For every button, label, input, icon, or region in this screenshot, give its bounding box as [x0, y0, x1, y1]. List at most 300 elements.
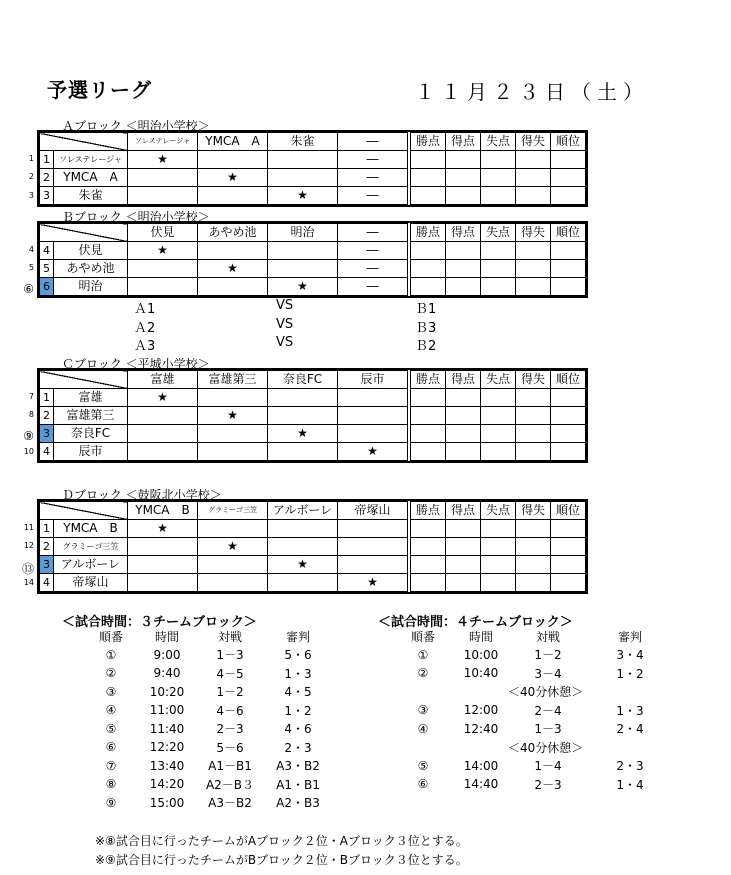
- team-row: [40, 389, 586, 407]
- match-cell: [268, 151, 338, 169]
- star-mark: ★: [198, 169, 268, 187]
- schedule-row: [85, 664, 333, 683]
- header-row: [40, 224, 586, 242]
- stat-header: 得失: [516, 224, 551, 242]
- schedule-header: 対戦: [535, 629, 560, 644]
- stat-cell: [481, 574, 516, 592]
- stat-cell: [411, 556, 446, 574]
- row-number: 5: [28, 263, 34, 272]
- schedule-header: 審判: [617, 629, 642, 644]
- match-referee: 5・6: [284, 648, 312, 663]
- star-mark: ★: [128, 389, 198, 407]
- stat-cell: [516, 169, 551, 187]
- team-index: 4: [40, 242, 54, 260]
- stat-cell: [446, 260, 481, 278]
- stat-cell: [551, 278, 586, 296]
- star-mark: ★: [268, 556, 338, 574]
- diagonal-cell: [40, 502, 128, 520]
- stat-cell: [446, 574, 481, 592]
- schedule-row: [85, 738, 333, 757]
- stat-header: 勝点: [411, 224, 446, 242]
- stat-cell: [551, 260, 586, 278]
- match-cell: [268, 538, 338, 556]
- stat-cell: [481, 242, 516, 260]
- stat-cell: [481, 278, 516, 296]
- match-time: 11:00: [149, 703, 185, 718]
- row-number: ⑨: [23, 428, 34, 443]
- opponent-header: 富雄第三: [198, 371, 268, 389]
- stat-cell: [481, 520, 516, 538]
- opponent-header: 朱雀: [268, 133, 338, 151]
- stat-cell: [446, 425, 481, 443]
- opponent-header: あやめ池: [198, 224, 268, 242]
- schedule-row: [85, 646, 333, 665]
- match-pairing: A1－B1: [208, 759, 252, 774]
- match-referee: 4・5: [284, 685, 312, 700]
- match-time: 10:40: [463, 666, 499, 681]
- match-cell: [198, 389, 268, 407]
- row-number: 11: [23, 522, 34, 532]
- diagonal-cell: [40, 133, 128, 151]
- match-cell: ―: [338, 242, 408, 260]
- stat-cell: [446, 407, 481, 425]
- row-number: 4: [28, 244, 34, 254]
- match-order: ⑥: [105, 740, 117, 755]
- match-order: ⑦: [105, 758, 117, 773]
- schedule-header: 順番: [98, 629, 123, 644]
- stat-header: 失点: [481, 224, 516, 242]
- team-name: YMCA A: [54, 169, 128, 187]
- team-index: 3: [40, 556, 54, 574]
- stat-cell: [446, 389, 481, 407]
- star-mark: ★: [198, 260, 268, 278]
- stat-header: 順位: [551, 371, 586, 389]
- stat-cell: [516, 278, 551, 296]
- stat-cell: [551, 407, 586, 425]
- stat-cell: [446, 151, 481, 169]
- cross-team-b: Ｂ1: [415, 302, 437, 317]
- stat-cell: [481, 407, 516, 425]
- match-cell: [198, 520, 268, 538]
- team-name: YMCA B: [54, 520, 128, 538]
- stat-cell: [551, 556, 586, 574]
- team-row: [40, 538, 586, 556]
- match-time: 12:20: [149, 740, 185, 755]
- row-number: 7: [28, 391, 34, 401]
- team-index: 1: [40, 389, 54, 407]
- team-index: 1: [40, 520, 54, 538]
- schedule-row: [85, 775, 333, 794]
- schedule-row: [392, 664, 672, 683]
- match-order: ①: [417, 647, 429, 662]
- schedule-header-row: [392, 627, 672, 646]
- cross-team-a: Ａ1: [134, 302, 156, 317]
- stat-cell: [411, 425, 446, 443]
- team-name: 明治: [54, 278, 128, 296]
- match-time: 14:00: [463, 758, 499, 773]
- match-cell: [198, 443, 268, 461]
- team-row: [40, 443, 586, 461]
- schedule-row: [392, 683, 672, 702]
- match-referee: 2・4: [616, 722, 644, 737]
- match-time: 11:40: [149, 721, 185, 736]
- cross-vs: VS: [276, 298, 294, 313]
- match-referee: 1・2: [284, 703, 312, 718]
- match-order: ⑧: [105, 777, 117, 792]
- schedule-row: [85, 683, 333, 702]
- stat-cell: [516, 425, 551, 443]
- team-index: 2: [40, 538, 54, 556]
- stat-cell: [551, 520, 586, 538]
- match-order: ⑨: [105, 795, 117, 810]
- stat-cell: [481, 538, 516, 556]
- schedule-row: [392, 738, 672, 757]
- stat-header: 得点: [446, 371, 481, 389]
- match-cell: [128, 187, 198, 205]
- match-time: 14:20: [149, 777, 185, 792]
- diagonal-cell: [40, 224, 128, 242]
- schedule-row: [392, 701, 672, 720]
- schedule-empty: [392, 683, 454, 702]
- stat-cell: [551, 538, 586, 556]
- team-name: グラミーゴ三笠: [54, 538, 128, 556]
- match-cell: [268, 443, 338, 461]
- match-time: 15:00: [149, 795, 185, 810]
- cross-team-a: Ａ3: [134, 339, 156, 354]
- match-pairing: 2－3: [534, 777, 562, 792]
- block-label: Ａブロック ＜明治小学校＞: [62, 119, 210, 133]
- match-cell: [338, 556, 408, 574]
- match-cell: [268, 260, 338, 278]
- match-cell: ―: [338, 278, 408, 296]
- stat-cell: [411, 187, 446, 205]
- stat-cell: [516, 260, 551, 278]
- match-cell: [128, 278, 198, 296]
- stat-header: 勝点: [411, 502, 446, 520]
- note-match-8: ※⑧試合目に行ったチームがAブロック２位・Aブロック３位とする。: [95, 834, 468, 848]
- diagonal-cell: [40, 371, 128, 389]
- stat-cell: [516, 574, 551, 592]
- stat-cell: [411, 169, 446, 187]
- cross-vs: VS: [276, 316, 294, 332]
- team-row: [40, 260, 586, 278]
- match-cell: [268, 574, 338, 592]
- stat-cell: [551, 443, 586, 461]
- schedule-header: 審判: [285, 629, 310, 644]
- match-pairing: 2－3: [216, 722, 244, 737]
- row-number: 3: [28, 190, 34, 200]
- match-cell: [198, 425, 268, 443]
- stat-cell: [516, 151, 551, 169]
- schedule-row: [85, 701, 333, 720]
- match-order: ②: [417, 666, 429, 681]
- match-cell: [128, 556, 198, 574]
- stat-cell: [516, 242, 551, 260]
- stat-cell: [411, 407, 446, 425]
- stat-cell: [411, 260, 446, 278]
- stat-header: 得点: [446, 224, 481, 242]
- match-order: ⑥: [417, 777, 429, 792]
- match-referee: A3・B2: [276, 759, 320, 774]
- team-name: 伏見: [54, 242, 128, 260]
- stat-header: 順位: [551, 502, 586, 520]
- match-pairing: 1－3: [216, 648, 244, 663]
- star-mark: ★: [128, 151, 198, 169]
- row-number: 14: [23, 578, 34, 587]
- stat-cell: [551, 425, 586, 443]
- stat-cell: [516, 407, 551, 425]
- block-label: Ｃブロック ＜平城小学校＞: [62, 357, 210, 371]
- schedule-header: 時間: [154, 629, 179, 644]
- match-order: ④: [105, 703, 117, 718]
- row-number: ⑥: [23, 281, 34, 296]
- opponent-header: グラミーゴ三笠: [198, 502, 268, 520]
- team-name: 朱雀: [54, 187, 128, 205]
- team-row: [40, 242, 586, 260]
- team-index: 2: [40, 169, 54, 187]
- match-referee: A2・B3: [276, 796, 320, 811]
- opponent-header: ソレステレージャ: [128, 133, 198, 151]
- match-pairing: 2－4: [534, 703, 562, 718]
- opponent-header: 明治: [268, 224, 338, 242]
- row-number: 10: [23, 447, 34, 456]
- match-time: 9:40: [153, 666, 181, 681]
- team-row: [40, 574, 586, 592]
- header-row: [40, 133, 586, 151]
- stat-cell: [411, 278, 446, 296]
- match-cell: [338, 538, 408, 556]
- stat-cell: [516, 389, 551, 407]
- stat-cell: [516, 187, 551, 205]
- stat-cell: [411, 151, 446, 169]
- stat-header: 順位: [551, 133, 586, 151]
- stat-cell: [446, 520, 481, 538]
- match-cell: [338, 407, 408, 425]
- stat-cell: [411, 389, 446, 407]
- team-name: 帝塚山: [54, 574, 128, 592]
- match-time: 12:40: [463, 721, 499, 736]
- team-name: あやめ池: [54, 260, 128, 278]
- schedule-empty: [392, 738, 454, 757]
- stat-cell: [446, 169, 481, 187]
- match-pairing: 1－3: [534, 722, 562, 737]
- cross-team-b: Ｂ2: [415, 339, 437, 354]
- stat-header: 勝点: [411, 133, 446, 151]
- match-time: 13:40: [149, 758, 185, 773]
- schedule-header-row: [85, 627, 333, 646]
- opponent-header: 帝塚山: [338, 502, 408, 520]
- match-referee: 2・3: [284, 740, 312, 755]
- stat-cell: [481, 169, 516, 187]
- stat-header: 失点: [481, 133, 516, 151]
- match-order: ①: [105, 647, 117, 662]
- stat-cell: [481, 425, 516, 443]
- match-cell: [338, 425, 408, 443]
- schedule-4team-title: ＜試合時間：４チームブロック＞: [378, 615, 573, 630]
- team-index: 5: [40, 260, 54, 278]
- match-referee: 3・4: [616, 648, 644, 663]
- team-row: [40, 187, 586, 205]
- schedule-3team-table: [85, 627, 333, 812]
- schedule-row: [392, 775, 672, 794]
- stat-cell: [516, 538, 551, 556]
- star-mark: ★: [268, 425, 338, 443]
- stat-cell: [446, 242, 481, 260]
- schedule-row: [85, 757, 333, 776]
- match-cell: [268, 242, 338, 260]
- schedule-row: [392, 757, 672, 776]
- break-label: ＜40分休憩＞: [508, 685, 584, 700]
- team-name: ソレステレージャ: [54, 151, 128, 169]
- match-order: ②: [105, 666, 117, 681]
- stat-cell: [446, 278, 481, 296]
- match-cell: [128, 443, 198, 461]
- match-cell: [338, 389, 408, 407]
- match-order: ④: [417, 721, 429, 736]
- stat-cell: [446, 538, 481, 556]
- match-referee: 1・3: [284, 666, 312, 681]
- match-cell: [198, 278, 268, 296]
- match-cell: [198, 151, 268, 169]
- stat-cell: [411, 443, 446, 461]
- opponent-header: YMCA B: [128, 502, 198, 520]
- star-mark: ★: [128, 520, 198, 538]
- block-table: [39, 223, 586, 296]
- stat-cell: [446, 187, 481, 205]
- schedule-empty: [454, 738, 508, 757]
- match-time: 10:00: [463, 647, 499, 662]
- schedule-row: [392, 646, 672, 665]
- opponent-header: 富雄: [128, 371, 198, 389]
- cross-team-a: Ａ2: [134, 320, 156, 336]
- schedule-3team-title: ＜試合時間：３チームブロック＞: [62, 615, 257, 630]
- stat-cell: [411, 538, 446, 556]
- stat-cell: [551, 389, 586, 407]
- stat-cell: [551, 169, 586, 187]
- block-label: Ｄブロック ＜鼓阪北小学校＞: [62, 488, 222, 502]
- match-pairing: 5－6: [216, 740, 244, 755]
- star-mark: ★: [128, 242, 198, 260]
- stat-cell: [411, 242, 446, 260]
- break-label: ＜40分休憩＞: [508, 740, 584, 755]
- team-row: [40, 169, 586, 187]
- match-time: 12:00: [463, 703, 499, 718]
- match-pairing: 1－2: [216, 685, 244, 700]
- star-mark: ★: [338, 443, 408, 461]
- match-cell: [128, 169, 198, 187]
- page-title: 予選リーグ: [47, 78, 152, 102]
- match-cell: [268, 407, 338, 425]
- match-cell: [198, 242, 268, 260]
- block-table: [39, 501, 586, 592]
- match-cell: [128, 574, 198, 592]
- stat-header: 得失: [516, 502, 551, 520]
- note-match-9: ※⑨試合目に行ったチームがBブロック２位・Bブロック３位とする。: [95, 853, 468, 867]
- stat-cell: [551, 242, 586, 260]
- row-number: 2: [28, 172, 34, 181]
- match-cell: [198, 574, 268, 592]
- star-mark: ★: [198, 538, 268, 556]
- star-mark: ★: [338, 574, 408, 592]
- header-row: [40, 371, 586, 389]
- block-table: [39, 370, 586, 461]
- match-cell: [128, 538, 198, 556]
- team-index: 6: [40, 278, 54, 296]
- stat-cell: [481, 443, 516, 461]
- event-date: １１月２３日（土）: [415, 80, 649, 104]
- match-pairing: 4－6: [216, 703, 244, 718]
- team-row: [40, 556, 586, 574]
- stat-cell: [481, 187, 516, 205]
- team-name: 富雄第三: [54, 407, 128, 425]
- match-cell: [268, 520, 338, 538]
- stat-cell: [516, 443, 551, 461]
- match-cell: [198, 556, 268, 574]
- stat-cell: [446, 556, 481, 574]
- match-cell: ―: [338, 151, 408, 169]
- match-pairing: 1－4: [534, 759, 562, 774]
- star-mark: ★: [268, 278, 338, 296]
- opponent-header: YMCA A: [198, 133, 268, 151]
- match-cell: [338, 520, 408, 538]
- stat-cell: [516, 520, 551, 538]
- match-time: 10:20: [149, 684, 185, 699]
- team-row: [40, 425, 586, 443]
- stat-cell: [481, 260, 516, 278]
- team-index: 3: [40, 187, 54, 205]
- stat-cell: [481, 151, 516, 169]
- stat-cell: [551, 187, 586, 205]
- team-index: 4: [40, 443, 54, 461]
- stat-cell: [481, 389, 516, 407]
- match-pairing: 3－4: [534, 666, 562, 681]
- team-row: [40, 407, 586, 425]
- team-row: [40, 278, 586, 296]
- match-order: ③: [105, 684, 117, 699]
- match-cell: [268, 389, 338, 407]
- team-index: 2: [40, 407, 54, 425]
- team-index: 1: [40, 151, 54, 169]
- stat-header: 得点: [446, 133, 481, 151]
- stat-header: 得点: [446, 502, 481, 520]
- match-pairing: 4－5: [216, 666, 244, 681]
- stat-cell: [411, 574, 446, 592]
- stat-header: 順位: [551, 224, 586, 242]
- team-index: 4: [40, 574, 54, 592]
- header-row: [40, 502, 586, 520]
- match-pairing: 1－2: [534, 648, 562, 663]
- match-order: ⑤: [105, 721, 117, 736]
- stat-cell: [446, 443, 481, 461]
- match-cell: ―: [338, 260, 408, 278]
- stat-header: 得失: [516, 133, 551, 151]
- match-time: 14:40: [463, 777, 499, 792]
- team-name: 辰市: [54, 443, 128, 461]
- team-row: [40, 520, 586, 538]
- block-table: [39, 132, 586, 205]
- opponent-header: ―: [338, 224, 408, 242]
- match-order: ③: [417, 703, 429, 718]
- stat-cell: [551, 574, 586, 592]
- stat-header: 得失: [516, 371, 551, 389]
- match-pairing: A3－B2: [208, 796, 252, 811]
- schedule-empty: [454, 683, 508, 702]
- match-cell: [128, 425, 198, 443]
- match-pairing: A2－B３: [205, 777, 255, 792]
- schedule-header: 時間: [468, 629, 493, 644]
- row-number: 12: [23, 541, 34, 550]
- stat-cell: [516, 556, 551, 574]
